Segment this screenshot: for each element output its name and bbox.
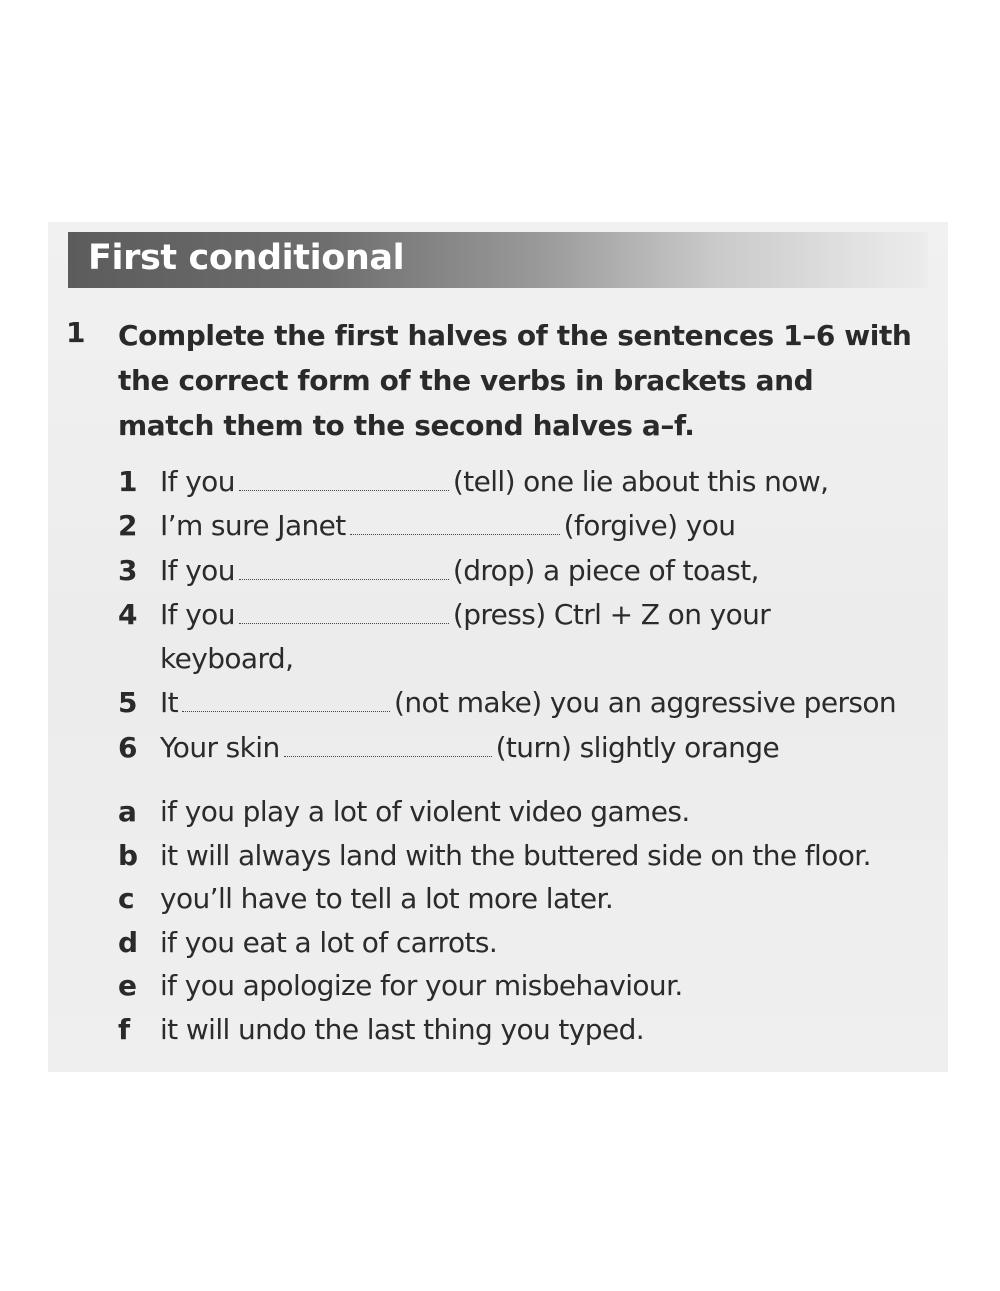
second-half-text: if you play a lot of violent video games. [160,795,690,828]
second-half-letter: e [118,969,137,1003]
second-halves-list [118,790,871,1052]
second-half-text: you’ll have to tell a lot more later. [160,882,614,916]
second-half-text: if you apologize for your misbehaviour. [160,969,683,1003]
answer-blank[interactable] [239,553,449,580]
answer-blank[interactable] [350,508,560,535]
sentence-item [118,726,896,770]
second-half-letter: c [118,882,134,916]
sentence-verb-prompt: (forgive) you [563,509,736,543]
sentence-list [118,460,896,770]
second-half-item [118,1008,871,1052]
second-half-item [118,834,871,878]
sentence-verb-prompt: (drop) a piece of toast, [452,553,759,587]
sentence-start: It [160,686,179,720]
sentence-verb-prompt: (turn) slightly orange [495,730,780,764]
answer-blank[interactable] [182,685,390,712]
answer-blank[interactable] [284,730,492,757]
second-half-item [118,877,871,921]
exercise-instruction: Complete the first halves of the sentences 1–6 with the correct form of the verbs in brackets and match them to the second halves a–f. [118,319,912,442]
answer-blank[interactable] [239,464,449,491]
sentence-start: If you [160,465,235,498]
sentence-start: If you [160,553,235,587]
second-half-item [118,921,871,965]
sentence-number: 1 [118,465,137,498]
second-half-letter: f [118,1012,130,1046]
sentence-start: If you [160,597,235,631]
answer-blank[interactable] [239,597,449,624]
second-half-letter: b [118,838,138,872]
sentence-verb-prompt: (tell) one lie about this now, [452,465,829,498]
exercise-number: 1 [66,316,86,349]
sentence-item [118,504,896,548]
second-half-letter: a [118,795,137,828]
sentence-item [118,549,896,593]
sentence-item [118,593,896,682]
sentence-item [118,681,896,725]
sentence-number: 4 [118,597,137,631]
sentence-number: 3 [118,553,137,587]
sentence-item [118,460,896,504]
sentence-number: 5 [118,686,137,720]
second-half-text: if you eat a lot of carrots. [160,925,498,959]
second-half-item [118,964,871,1008]
sentence-verb-prompt: (press) Ctrl + Z on your [452,597,771,631]
sentence-number: 2 [118,509,137,543]
second-half-letter: d [118,925,138,959]
sentence-verb-prompt: (not make) you an aggressive person [394,686,897,720]
sentence-start: I’m sure Janet [160,509,346,543]
sentence-start: Your skin [160,730,280,764]
second-half-text: it will always land with the buttered side on the floor. [160,838,871,872]
second-half-text: it will undo the last thing you typed. [160,1012,645,1046]
sentence-number: 6 [118,730,137,764]
sentence-continuation: keyboard, [160,642,294,676]
section-title: First conditional [88,238,405,278]
second-half-item [118,790,871,834]
